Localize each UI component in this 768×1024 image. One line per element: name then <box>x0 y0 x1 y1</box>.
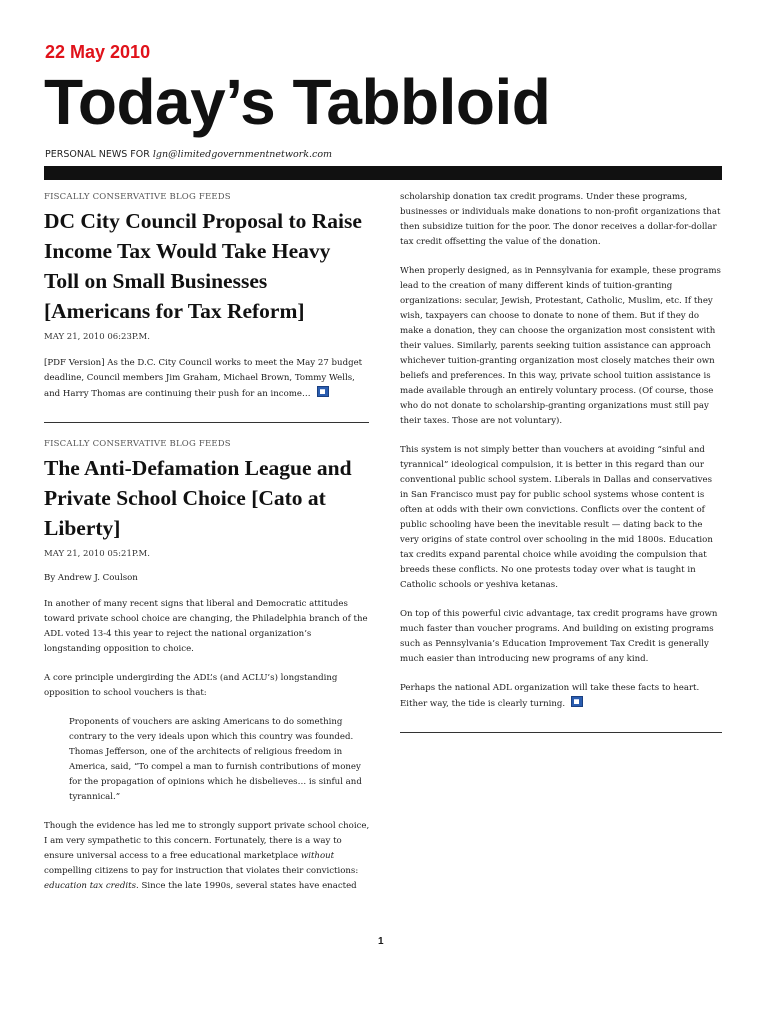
article-divider <box>400 732 722 733</box>
block-quote-text: Proponents of vouchers are asking Americans to do something contrary to the very ideals upon which this country was founded. Thomas Jefferson, one of the architects of religious freedom in America, said, “To compel a man to furnish contributions of money for the propagation of opinions which he disbelieves… is sinful and tyrannical.” <box>69 717 362 802</box>
left-column <box>44 190 370 908</box>
header-divider-bar <box>44 166 722 180</box>
article-paragraph: When properly designed, as in Pennsylvania for example, these programs lead to the creation of many different kinds of tuition-granting organizations: secular, Jewish, Protestant, Catholic, Muslim, etc. If they wish, taxpayers can choose to donate to none of them. But if they do make a donation, they can choose the organization most consistent with their values. Similarly, parents seeking tuition assistance can approach whichever tuition-granting organization most closely matches their own beliefs and preferences. In this way, private school tuition assistance is made available through an entirely voluntary process. (Of course, those who do not donate to scholarship-granting organizations must still pay their taxes. Those are not voluntary). <box>400 266 721 426</box>
article-timestamp: MAY 21, 2010 06:23P.M. <box>44 332 150 342</box>
feed-label: FISCALLY CONSERVATIVE BLOG FEEDS <box>44 192 231 202</box>
emphasis-text: education tax credits <box>44 881 136 891</box>
article-paragraph: scholarship donation tax credit programs. Under these programs, businesses or individuals make donations to non-profit organizations that then subsidize tuition for the poor. The donor receives a dollar-for-dollar tax credit offsetting the value of the donation. <box>400 192 721 247</box>
issue-date: 22 May 2010 <box>45 42 151 62</box>
article-1 <box>44 192 370 402</box>
article-summary <box>44 356 370 402</box>
block-quote <box>69 715 370 805</box>
recipient-email: lgn@limitedgovernmentnetwork.com <box>152 149 333 160</box>
paragraph-text: compelling citizens to pay for instruction that violates their convictions: <box>44 866 359 876</box>
page-number: 1 <box>378 936 384 947</box>
article-paragraph: This system is not simply better than vouchers at avoiding “sinful and tyrannical” ideological compulsion, it is better in this regard than our conventional public school system. Liberals in Dallas and conservatives in San Francisco must pay for public school systems whose content is often at odds with their own convictions. Conflicts over the content of public schooling have been the inevitable result — dating back to the very origins of state control over schooling in the mid 1800s. Education tax credits expand parental choice while avoiding the compulsion that breeds these conflicts. No one protests today over what is taught in Catholic schools or yeshiva ketanas. <box>400 445 713 590</box>
personal-news-line <box>45 149 332 160</box>
article-paragraph: In another of many recent signs that liberal and Democratic attitudes toward private school choice are changing, the Philadelphia branch of the ADL voted 13-4 this year to reject the national organization’s longstanding opposition to choice. <box>44 599 368 654</box>
article-paragraph <box>400 681 722 712</box>
emphasis-text: without <box>300 851 335 861</box>
article-paragraph: On top of this powerful civic advantage, tax credit programs have grown much faster than voucher programs. And building on existing programs such as Pennsylvania’s Education Improvement Tax Credit is generally much easier than introducing new programs of any kind. <box>400 609 718 664</box>
article-headline[interactable]: DC City Council Proposal to Raise Income Tax Would Take Heavy Toll on Small Businesses [Americans for Tax Reform] <box>44 209 362 323</box>
masthead-title: Today’s Tabbloid <box>44 66 551 138</box>
paragraph-text: . Since the late 1990s, several states have enacted <box>135 881 357 891</box>
paragraph-text: Perhaps the national ADL organization will take these facts to heart. Either way, the tide is clearly turning. <box>400 683 700 709</box>
paragraph-text: Though the evidence has led me to strongly support private school choice, I am very sympathetic to this concern. Fortunately, there is a way to ensure universal access to a free educational marketplace <box>44 821 370 861</box>
link-icon[interactable] <box>571 696 583 707</box>
article-paragraph: A core principle undergirding the ADL’s (and ACLU’s) longstanding opposition to school vouchers is that: <box>44 673 338 698</box>
article-2 <box>44 439 370 894</box>
article-summary-text: [PDF Version] As the D.C. City Council works to meet the May 27 budget deadline, Council members Jim Graham, Michael Brown, Tommy Wells, and Harry Thomas are continuing their push for an income… <box>44 358 363 399</box>
personal-news-prefix: PERSONAL NEWS FOR <box>45 149 153 160</box>
article-byline: By Andrew J. Coulson <box>44 573 138 583</box>
article-timestamp: MAY 21, 2010 05:21P.M. <box>44 549 150 559</box>
feed-label: FISCALLY CONSERVATIVE BLOG FEEDS <box>44 439 231 449</box>
article-paragraph <box>44 819 370 894</box>
article-divider <box>44 422 369 423</box>
right-column <box>400 190 722 749</box>
link-icon[interactable] <box>317 386 329 397</box>
article-headline[interactable]: The Anti-Defamation League and Private School Choice [Cato at Liberty] <box>44 456 352 540</box>
